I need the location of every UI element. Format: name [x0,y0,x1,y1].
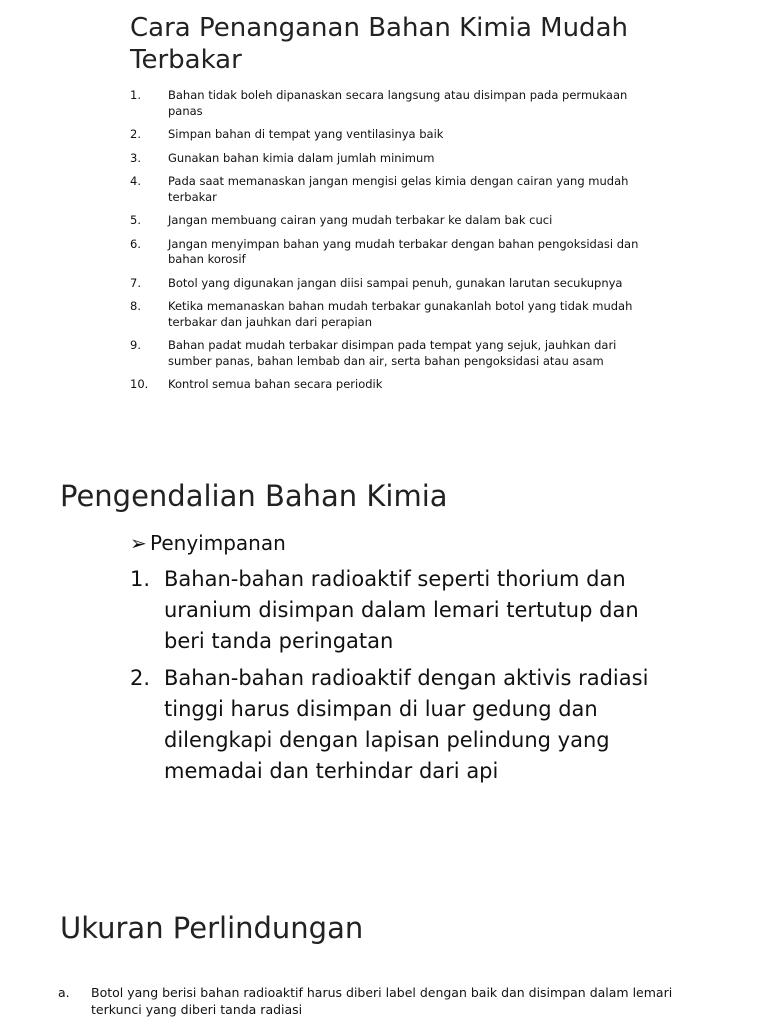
list-item [130,174,650,205]
item-text: Jangan membuang cairan yang mudah terbakar ke dalam bak cuci [168,213,553,227]
list-item [130,237,650,268]
list-item [130,564,660,657]
item-number: 1. [130,567,151,591]
item-number: 1. [130,88,141,102]
subheading-text: Penyimpanan [150,531,286,555]
item-number: 5. [130,213,141,227]
list-item [130,151,650,167]
section1-list [130,88,650,401]
item-text: Botol yang digunakan jangan diisi sampai penuh, gunakan larutan secukupnya [168,275,623,290]
list-item [130,88,650,119]
item-text: Bahan padat mudah terbakar disimpan pada tempat yang sejuk, jauhkan dari sumber panas, bahan lembab dan air, serta bahan pengoksidasi atau asam [168,338,617,368]
section3-list [58,984,708,1018]
item-text: Kontrol semua bahan secara periodik [168,377,383,391]
section2-title: Pengendalian Bahan Kimia [60,479,448,513]
item-text: Bahan-bahan radioaktif seperti thorium dan uranium disimpan dalam lemari tertutup dan beri tanda peringatan [164,567,639,653]
storage-subheading [130,530,286,556]
item-number: 3. [130,150,141,165]
item-text: Gunakan bahan kimia dalam jumlah minimum [168,150,435,165]
section1-title: Cara Penanganan Bahan Kimia Mudah Terbakar [130,13,628,75]
item-text: Bahan tidak boleh dipanaskan secara langsung atau disimpan pada permukaan panas [168,88,628,118]
item-text: Pada saat memanaskan jangan mengisi gelas kimia dengan cairan yang mudah terbakar [168,174,629,204]
item-number: 9. [130,338,141,352]
list-item [58,984,708,1018]
item-text: Jangan menyimpan bahan yang mudah terbakar dengan bahan pengoksidasi dan bahan korosif [168,236,639,266]
list-item [130,127,650,143]
item-number: 8. [130,299,141,313]
list-item [130,663,660,787]
list-item [130,338,650,369]
arrow-bullet-icon: ➢ [130,531,147,555]
section3-title: Ukuran Perlindungan [60,911,364,945]
list-item [130,299,650,330]
item-number: 7. [130,275,141,290]
item-number: 2. [130,127,141,141]
item-number: 2. [130,666,151,690]
item-text: Simpan bahan di tempat yang ventilasinya baik [168,127,444,141]
item-number: 10. [130,377,149,391]
list-item [130,377,650,393]
item-text: Ketika memanaskan bahan mudah terbakar gunakanlah botol yang tidak mudah terbakar dan jauhkan dari perapian [168,299,633,329]
section2-list [130,564,660,793]
item-number: 4. [130,174,141,188]
list-item [130,276,650,292]
list-item [130,213,650,229]
item-letter: a. [58,985,70,1000]
item-text: Botol yang berisi bahan radioaktif harus diberi label dengan baik dan disimpan dalam lemari terkunci yang diberi tanda radiasi [91,985,673,1017]
item-number: 6. [130,236,141,251]
item-text: Bahan-bahan radioaktif dengan aktivis radiasi tinggi harus disimpan di luar gedung dan dilengkapi dengan lapisan pelindung yang memadai dan terhindar dari api [164,666,649,783]
